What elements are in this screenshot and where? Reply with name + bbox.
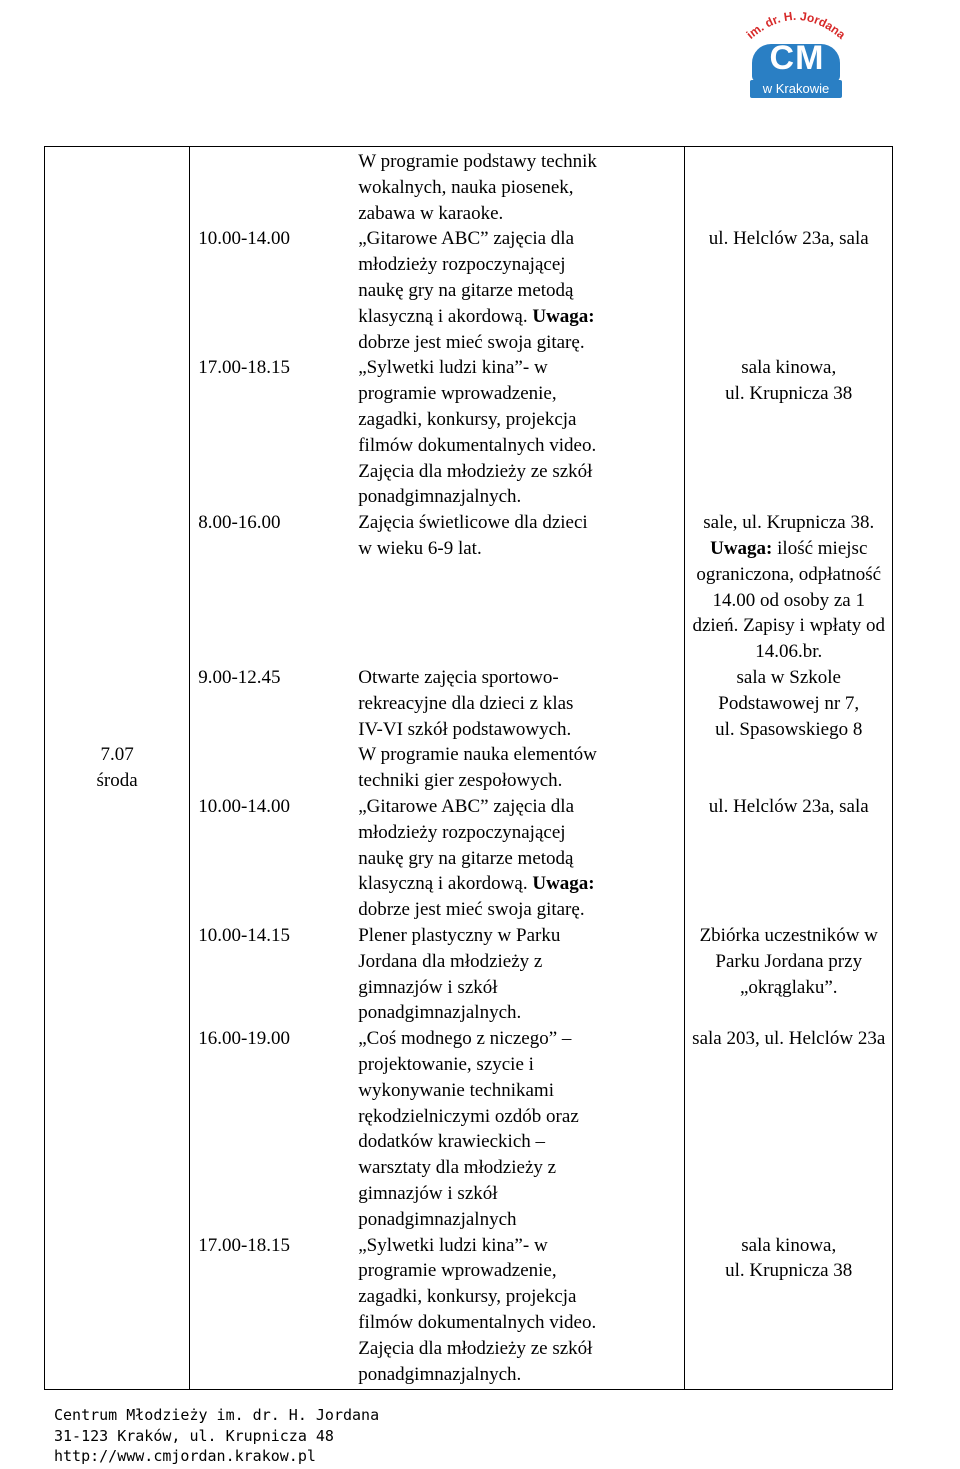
entry-place-line [687,949,890,975]
entry-description-line [358,381,654,407]
description-text: gimnazjów i szkół [358,976,498,998]
program-entry [190,794,654,923]
entry-description [358,923,654,1026]
place-text: Zbiórka uczestników w [699,925,878,946]
description-text: zagadki, konkursy, projekcja [358,1286,577,1308]
entry-place-line [687,562,890,588]
program-entry [190,665,654,794]
entry-description [358,355,654,510]
intro-text [190,147,684,226]
description-text: ponadgimnazjalnych [358,1208,517,1230]
logo-mark: CM [769,39,825,77]
description-text: rekreacyjne dla dzieci z klas [358,692,574,714]
footer-name: Centrum Młodzieży im. dr. H. Jordana [54,1406,380,1424]
place-text: Podstawowej nr 7, [718,692,860,714]
entry-place [685,923,892,1000]
entry-place-line [687,536,890,562]
entry-description-line [358,794,654,820]
intro-line: wokalnych, nauka piosenek, [358,176,574,198]
entry-time: 10.00-14.00 [198,228,291,250]
entry-description [358,1026,654,1232]
entry-description-line [358,717,654,743]
description-text: ponadgimnazjalnych. [358,1363,522,1385]
cm-logo [740,4,852,98]
description-text: W programie nauka elementów [358,744,597,766]
description-text: naukę gry na gitarze metodą [358,847,574,869]
description-text: programie wprowadzenie, [358,1260,557,1282]
program-list [190,147,684,1389]
entry-description-line [358,1258,654,1284]
description-text: „Gitarowe ABC” zajęcia dla [358,796,574,817]
entry-time: 16.00-19.00 [198,1028,291,1050]
entry-time: 8.00-16.00 [198,512,281,534]
schedule-table [44,146,893,1390]
entry-description-line [358,252,654,278]
place-text: ul. Spasowskiego 8 [715,718,863,740]
entry-description-line [358,459,654,485]
place-text: 14.06.br. [755,641,823,663]
logo-arc-text [740,4,852,44]
place-text: ul. Krupnicza 38 [725,1260,853,1282]
entry-description-line [358,1052,654,1078]
description-text: dodatków krawieckich – [358,1131,546,1153]
entry-description-line [358,742,654,768]
entry-description-line [358,1000,654,1026]
entry-place-line [687,691,890,717]
description-text: „Sylwetki ludzi kina”- w [358,357,548,379]
description-text: projektowanie, szycie i [358,1053,534,1075]
entry-description-line [358,1104,654,1130]
place-text: sala kinowa, [741,357,837,379]
program-entry [190,510,654,562]
program-cell [190,147,685,1390]
footer-address: 31-123 Kraków, ul. Krupnicza 48 [54,1426,334,1445]
entry-place-line [687,639,890,665]
entry-description-line [358,484,654,510]
description-text: zagadki, konkursy, projekcja [358,408,577,430]
program-entry [190,226,654,355]
place-text: sale, ul. Krupnicza 38. [703,512,875,534]
entry-place-line [687,510,890,536]
entry-description-line [358,975,654,1001]
day-cell [45,147,190,1390]
entry-description-line [358,897,654,923]
entry-place-line [687,1026,890,1052]
description-text: naukę gry na gitarze metodą [358,279,574,301]
description-text: dobrze jest mieć swoja gitarę. [358,331,585,353]
entry-description-line [358,304,654,330]
place-list [685,147,892,1389]
place-text: sala kinowa, [741,1234,837,1256]
entry-time: 17.00-18.15 [198,357,291,379]
description-text: warsztaty dla młodzieży z [358,1157,557,1179]
entry-place-line [687,717,890,743]
place-text: ul. Helclów 23a, sala [708,228,869,250]
place-text: sala 203, ul. Helclów 23a [692,1028,886,1050]
entry-description-line [358,1207,654,1233]
entry-description-line [358,1233,654,1259]
description-text: „Gitarowe ABC” zajęcia dla [358,228,574,250]
place-text: ilość miejsc [772,537,868,559]
entry-description-line [358,1078,654,1104]
description-text: Zajęcia dla młodzieży ze szkół [358,460,593,482]
entry-description-line [358,355,654,381]
entry-place [685,1233,892,1285]
entry-place-line [687,355,890,381]
description-text: wykonywanie technikami [358,1079,554,1101]
description-text: dobrze jest mieć swoja gitarę. [358,899,585,921]
logo-city: w Krakowie [750,80,842,98]
entry-place-line [687,1258,890,1284]
intro-line: W programie podstawy technik [358,151,597,172]
entry-description-line [358,665,654,691]
day-date: 7.07 [100,744,134,765]
program-entry [190,1026,654,1232]
footer-url: http://www.cmjordan.krakow.pl [54,1447,316,1465]
program-entry [190,355,654,510]
place-text: Parku Jordana przy [715,950,863,972]
entry-place-line [687,381,890,407]
description-text: gimnazjów i szkół [358,1182,498,1204]
entry-description-line [358,1181,654,1207]
description-text: w wieku 6-9 lat. [358,537,482,559]
description-text: klasyczną i akordową. [358,305,533,327]
svg-text:im. dr. H. Jordana [744,9,849,42]
place-text: sala w Szkole [736,667,841,688]
entry-time: 9.00-12.45 [198,667,281,688]
description-text: Zajęcia świetlicowe dla dzieci [358,512,588,534]
entry-place-line [687,1233,890,1259]
program-entry [190,1233,654,1388]
place-cell [685,147,893,1390]
description-text: Jordana dla młodzieży z [358,950,543,972]
entry-description-line [358,1310,654,1336]
logo-arc-label: im. dr. H. Jordana [743,8,849,42]
entry-place [685,355,892,407]
entry-time: 10.00-14.00 [198,796,291,817]
place-text: ul. Helclów 23a, sala [708,796,869,817]
entry-description [358,510,654,562]
entry-place [685,794,892,820]
entry-place-line [687,613,890,639]
entry-place-line [687,226,890,252]
entry-place-line [687,923,890,949]
place-text: 14.00 od osoby za 1 [712,589,865,611]
description-text: ponadgimnazjalnych. [358,486,522,508]
intro-line: zabawa w karaoke. [358,202,504,224]
entry-description [358,794,654,923]
entry-description-line [358,330,654,356]
entry-description-line [358,226,654,252]
entry-description-line [358,846,654,872]
description-text: techniki gier zespołowych. [358,770,563,792]
place-text: „okrąglaku”. [739,976,838,998]
description-text: filmów dokumentalnych video. [358,1311,597,1333]
entry-description-line [358,1336,654,1362]
description-text: „Sylwetki ludzi kina”- w [358,1234,548,1256]
warning-label: Uwaga: [532,873,595,895]
entry-place [685,1026,892,1052]
entry-description-line [358,768,654,794]
entry-place-line [687,975,890,1001]
entry-place [685,226,892,252]
entry-description-line [358,1155,654,1181]
day-weekday: środa [96,770,138,791]
description-text: Otwarte zajęcia sportowo- [358,667,559,688]
description-text: ponadgimnazjalnych. [358,1002,522,1024]
place-text: ul. Krupnicza 38 [725,383,853,405]
entry-description-line [358,536,654,562]
entry-description-line [358,407,654,433]
entry-description [358,226,654,355]
entry-place-line [687,588,890,614]
entry-description-line [358,1129,654,1155]
description-text: Plener plastyczny w Parku [358,925,561,946]
description-text: IV-VI szkół podstawowych. [358,718,572,740]
place-text: ograniczona, odpłatność [696,563,882,585]
footer [54,1405,379,1467]
entry-description-line [358,923,654,949]
description-text: filmów dokumentalnych video. [358,434,597,456]
entry-description-line [358,433,654,459]
place-text: dzień. Zapisy i wpłaty od [692,615,886,637]
entry-description-line [358,278,654,304]
description-text: klasyczną i akordową. [358,873,533,895]
entry-description [358,665,654,794]
warning-label: Uwaga: [710,537,773,559]
entry-description-line [358,691,654,717]
entry-description-line [358,871,654,897]
entry-time: 10.00-14.15 [198,925,291,946]
entry-description-line [358,1362,654,1388]
warning-label: Uwaga: [532,305,595,327]
program-entry [190,923,654,1026]
entry-place-line [687,794,890,820]
entry-description-line [358,820,654,846]
description-text: młodzieży rozpoczynającej [358,254,566,276]
entry-place [685,665,892,742]
description-text: rękodzielniczymi ozdób oraz [358,1105,579,1127]
entry-description-line [358,949,654,975]
description-text: młodzieży rozpoczynającej [358,821,566,843]
description-text: „Coś modnego z niczego” – [358,1028,572,1050]
description-text: programie wprowadzenie, [358,383,557,405]
entry-description-line [358,510,654,536]
entry-place-line [687,665,890,691]
entry-description [358,1233,654,1388]
description-text: Zajęcia dla młodzieży ze szkół [358,1337,593,1359]
entry-description-line [358,1284,654,1310]
entry-place [685,510,892,665]
entry-time: 17.00-18.15 [198,1234,291,1256]
entry-description-line [358,1026,654,1052]
